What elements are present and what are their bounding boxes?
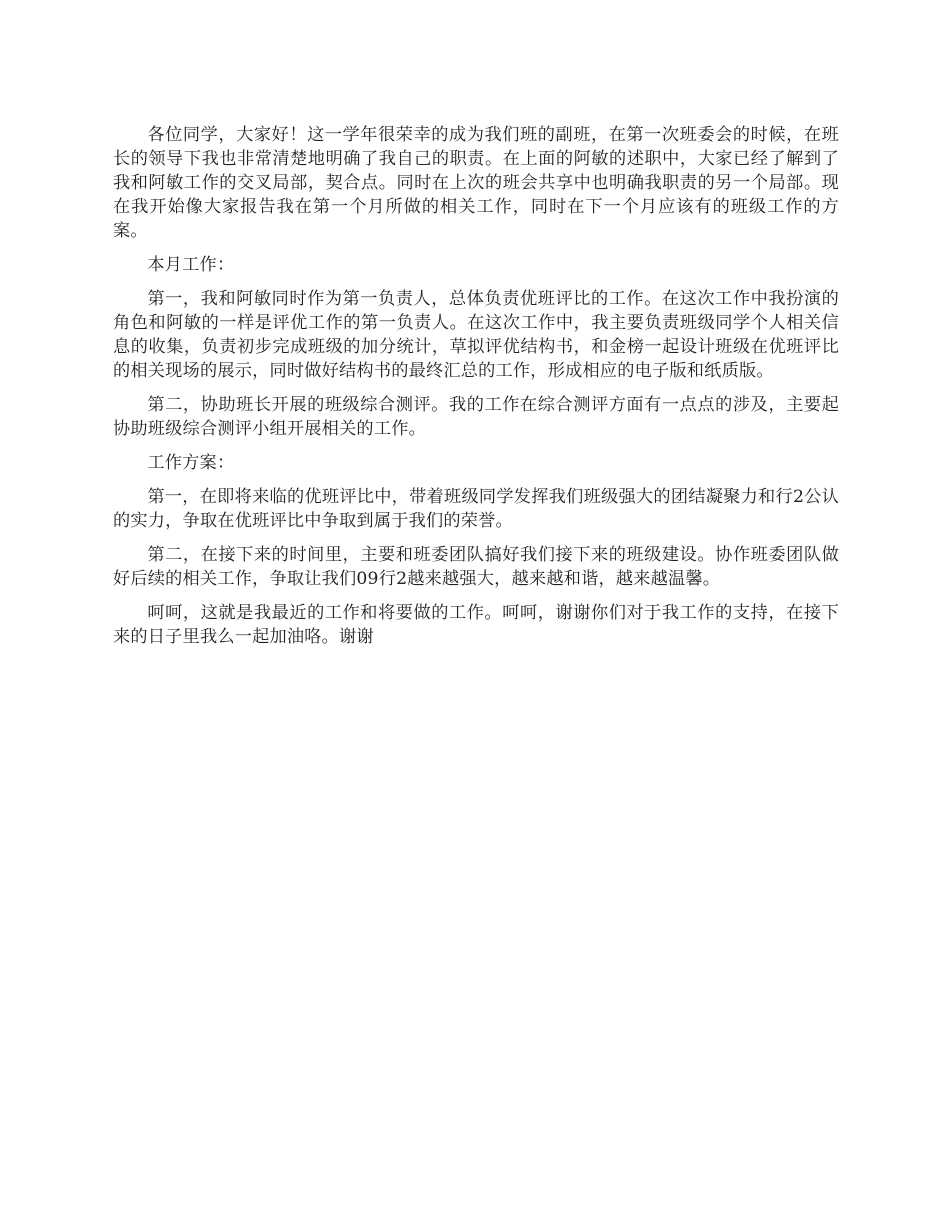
plan-item-first: 第一，在即将来临的优班评比中，带着班级同学发挥我们班级强大的团结凝聚力和行2公认的实力，争取在优班评比中争取到属于我们的荣誉。 <box>113 487 839 531</box>
document-body <box>113 123 839 659</box>
work-item-first: 第一，我和阿敏同时作为第一负责人，总体负责优班评比的工作。在这次工作中我扮演的角色和阿敏的一样是评优工作的第一负责人。在这次工作中，我主要负责班级同学个人相关信息的收集，负责初步完成班级的加分统计，草拟评优结构书，和金榜一起设计班级在优班评比的相关现场的展示，同时做好结构书的最终汇总的工作，形成相应的电子版和纸质版。 <box>113 289 839 381</box>
section-heading-plan: 工作方案： <box>147 453 235 473</box>
closing-paragraph: 呵呵，这就是我最近的工作和将要做的工作。呵呵，谢谢你们对于我工作的支持，在接下来的日子里我么一起加油咯。谢谢 <box>113 603 839 647</box>
intro-paragraph: 各位同学，大家好！这一学年很荣幸的成为我们班的副班，在第一次班委会的时候，在班长的领导下我也非常清楚地明确了我自己的职责。在上面的阿敏的述职中，大家已经了解到了我和阿敏工作的交叉局部，契合点。同时在上次的班会共享中也明确我职责的另一个局部。现在我开始像大家报告我在第一个月所做的相关工作，同时在下一个月应该有的班级工作的方案。 <box>113 125 839 241</box>
work-item-second: 第二，协助班长开展的班级综合测评。我的工作在综合测评方面有一点点的涉及，主要起协助班级综合测评小组开展相关的工作。 <box>113 395 839 439</box>
plan-item-second: 第二，在接下来的时间里，主要和班委团队搞好我们接下来的班级建设。协作班委团队做好后续的相关工作，争取让我们09行2越来越强大，越来越和谐，越来越温馨。 <box>113 545 839 589</box>
section-heading-this-month: 本月工作： <box>147 255 235 275</box>
